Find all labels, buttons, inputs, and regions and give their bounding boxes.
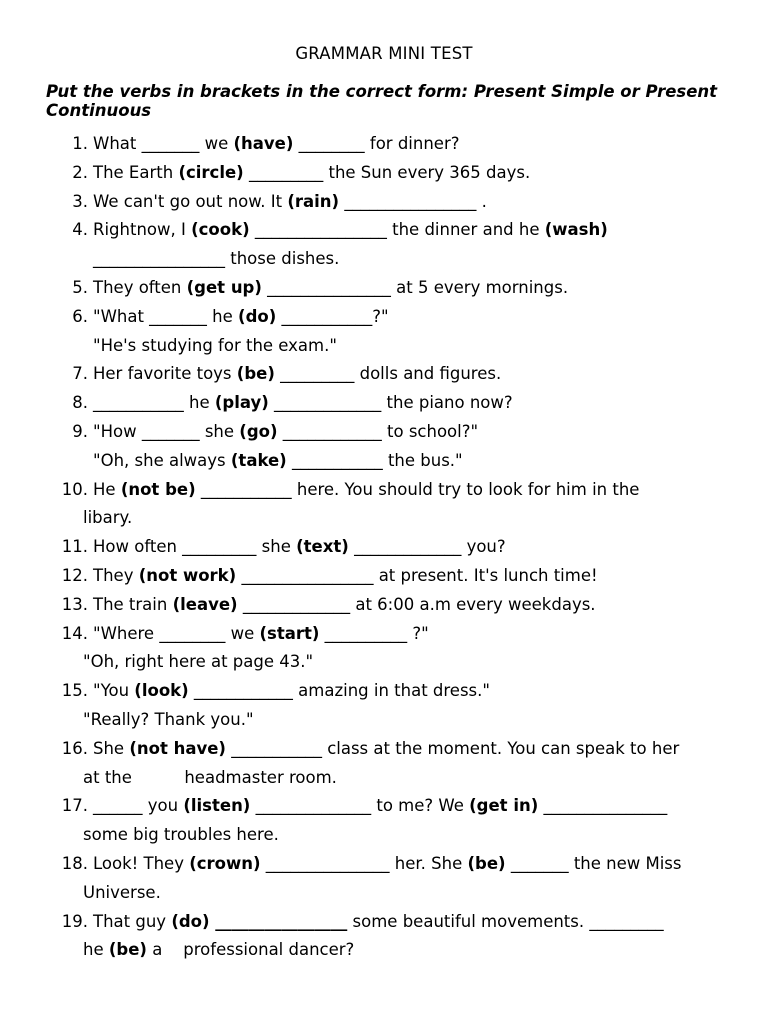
text-segment: he (83, 940, 109, 960)
question-text (93, 188, 487, 217)
question-text (83, 504, 132, 533)
question-number: 1. (72, 134, 88, 153)
text-segment: _______________ at 5 every mornings. (261, 277, 569, 297)
text-segment: a professional dancer? (146, 940, 355, 960)
question-number: 12. (61, 565, 88, 585)
verb-hint: (listen) (183, 796, 251, 816)
question-line (0, 476, 768, 505)
text-segment: "Really? Thank you." (83, 709, 254, 729)
instruction-text: Put the verbs in brackets in the correct form: Present Simple or Present Continuous (46, 82, 718, 120)
question-line (0, 274, 768, 303)
verb-hint: (rain) (287, 191, 340, 211)
question-number: 2. (72, 162, 88, 182)
text-segment: ________________ . (339, 191, 487, 211)
text-segment: _________ the Sun every 365 days. (243, 162, 531, 182)
question-line (0, 735, 768, 764)
question-text (93, 159, 530, 188)
verb-hint: (take) (230, 450, 287, 470)
question-continuation (0, 245, 768, 274)
question-text (83, 764, 337, 793)
question-line (0, 188, 768, 217)
text-segment: ________________ the dinner and he (249, 220, 545, 240)
question-text (93, 303, 389, 332)
question-line (0, 908, 768, 937)
text-segment: ___________?" (276, 306, 389, 326)
text-segment: What _______ we (93, 134, 234, 153)
verb-hint: (get in) (469, 796, 539, 816)
question-text (93, 245, 339, 274)
text-segment: _____________ you? (348, 537, 506, 557)
question-text (93, 476, 639, 505)
question-continuation (0, 447, 768, 476)
question-text (93, 533, 506, 562)
text-segment: Look! They (93, 853, 190, 873)
question-text (93, 274, 568, 303)
question-line (0, 389, 768, 418)
question-text (93, 447, 463, 476)
verb-hint: (circle) (178, 162, 244, 182)
question-number: 9. (72, 421, 88, 441)
verb-hint: (get up) (186, 277, 262, 297)
question-number: 19. (61, 911, 88, 931)
question-text (83, 706, 254, 735)
question-continuation (0, 879, 768, 908)
text-segment: ______ you (93, 796, 184, 816)
text-segment: ____________ amazing in that dress." (188, 681, 490, 701)
verb-hint: (be) (108, 940, 147, 960)
question-text (93, 620, 429, 649)
question-continuation (0, 504, 768, 533)
text-segment: ________________ at present. It's lunch time! (236, 565, 598, 585)
text-segment: at the headmaster room. (83, 767, 337, 787)
verb-hint: (text) (296, 537, 349, 557)
text-segment: That guy (93, 911, 172, 931)
text-segment: ________________ those dishes. (93, 249, 340, 269)
verb-hint: (not have) (129, 738, 226, 758)
question-number: 14. (61, 623, 88, 643)
verb-hint: (cook) (191, 220, 250, 240)
question-number: 6. (72, 306, 88, 326)
question-text (93, 389, 513, 418)
text-segment: _______ the new Miss (505, 853, 682, 873)
text-segment: The Earth (93, 162, 179, 182)
question-continuation (0, 706, 768, 735)
verb-hint: ________________ (209, 911, 348, 931)
text-segment: ___________ the bus." (286, 450, 463, 470)
question-line (0, 850, 768, 879)
question-number: 3. (72, 191, 88, 211)
question-list (0, 130, 768, 965)
question-text (93, 792, 667, 821)
page-title: GRAMMAR MINI TEST (295, 44, 473, 63)
question-text (93, 130, 460, 159)
verb-hint: (have) (233, 134, 294, 153)
question-line (0, 533, 768, 562)
text-segment: ______________ to me? We (250, 796, 470, 816)
text-segment: ___________ here. You should try to look for him in the (195, 479, 640, 499)
verb-hint: (not be) (120, 479, 196, 499)
question-text (93, 735, 679, 764)
question-continuation (0, 764, 768, 793)
text-segment: _________ dolls and figures. (274, 364, 502, 384)
question-line (0, 360, 768, 389)
question-number: 15. (61, 681, 88, 701)
verb-hint: (not work) (138, 565, 237, 585)
text-segment: She (93, 738, 130, 758)
text-segment: ________ for dinner? (293, 134, 460, 153)
verb-hint: (go) (239, 421, 278, 441)
question-line (0, 159, 768, 188)
question-line (0, 418, 768, 447)
question-continuation (0, 648, 768, 677)
question-number: 7. (72, 364, 88, 384)
question-text (93, 677, 490, 706)
text-segment: "You (93, 681, 135, 701)
question-line (0, 303, 768, 332)
question-text (93, 562, 598, 591)
verb-hint: (do) (238, 306, 277, 326)
verb-hint: (be) (236, 364, 275, 384)
question-number: 4. (72, 220, 88, 240)
question-text (93, 332, 337, 361)
text-segment: _____________ the piano now? (268, 393, 513, 413)
text-segment: libary. (83, 508, 133, 528)
question-line (0, 562, 768, 591)
text-segment: "Oh, she always (93, 450, 231, 470)
text-segment: They often (93, 277, 187, 297)
question-text (93, 850, 682, 879)
question-text (93, 591, 596, 620)
question-number: 8. (72, 393, 88, 413)
question-text (83, 648, 313, 677)
text-segment: He (93, 479, 121, 499)
question-text (93, 418, 478, 447)
question-continuation (0, 821, 768, 850)
text-segment: "Oh, right here at page 43." (83, 652, 314, 672)
text-segment: "Where ________ we (93, 623, 260, 643)
question-number: 17. (61, 796, 88, 816)
text-segment: The train (93, 594, 173, 614)
question-line (0, 591, 768, 620)
question-line (0, 792, 768, 821)
text-segment: How often _________ she (93, 537, 297, 557)
question-text (83, 936, 354, 965)
verb-hint: (start) (259, 623, 320, 643)
verb-hint: (be) (467, 853, 506, 873)
question-text (93, 908, 664, 937)
text-segment: Universe. (83, 882, 161, 902)
question-text (93, 216, 608, 245)
text-segment: _____________ at 6:00 a.m every weekdays. (237, 594, 596, 614)
text-segment: _______________ her. She (260, 853, 468, 873)
question-continuation (0, 936, 768, 965)
question-number: 10. (61, 479, 88, 499)
question-number: 11. (61, 537, 88, 557)
text-segment: They (93, 565, 139, 585)
question-number: 18. (61, 853, 88, 873)
question-text (93, 360, 501, 389)
question-number: 16. (61, 738, 88, 758)
verb-hint: (leave) (172, 594, 238, 614)
question-number: 13. (61, 594, 88, 614)
verb-hint: (look) (134, 681, 189, 701)
text-segment: _______________ (538, 796, 668, 816)
text-segment: ___________ class at the moment. You can speak to her (225, 738, 680, 758)
verb-hint: (do) (171, 911, 210, 931)
text-segment: Rightnow, I (93, 220, 192, 240)
text-segment: ____________ to school?" (277, 421, 479, 441)
verb-hint: (wash) (544, 220, 608, 240)
question-line (0, 677, 768, 706)
text-segment: ___________ he (93, 393, 215, 413)
text-segment: "What _______ he (93, 306, 239, 326)
text-segment: some beautiful movements. _________ (347, 911, 664, 931)
text-segment: some big troubles here. (83, 825, 279, 845)
question-line (0, 620, 768, 649)
question-text (83, 821, 279, 850)
verb-hint: (crown) (189, 853, 261, 873)
text-segment: We can't go out now. It (93, 191, 288, 211)
question-line (0, 216, 768, 245)
text-segment: "How _______ she (93, 421, 240, 441)
text-segment: Her favorite toys (93, 364, 237, 384)
question-continuation (0, 332, 768, 361)
text-segment: __________ ?" (319, 623, 429, 643)
question-text (83, 879, 161, 908)
question-number: 5. (72, 277, 88, 297)
question-line (0, 130, 768, 159)
text-segment: "He's studying for the exam." (93, 335, 337, 355)
verb-hint: (play) (214, 393, 269, 413)
